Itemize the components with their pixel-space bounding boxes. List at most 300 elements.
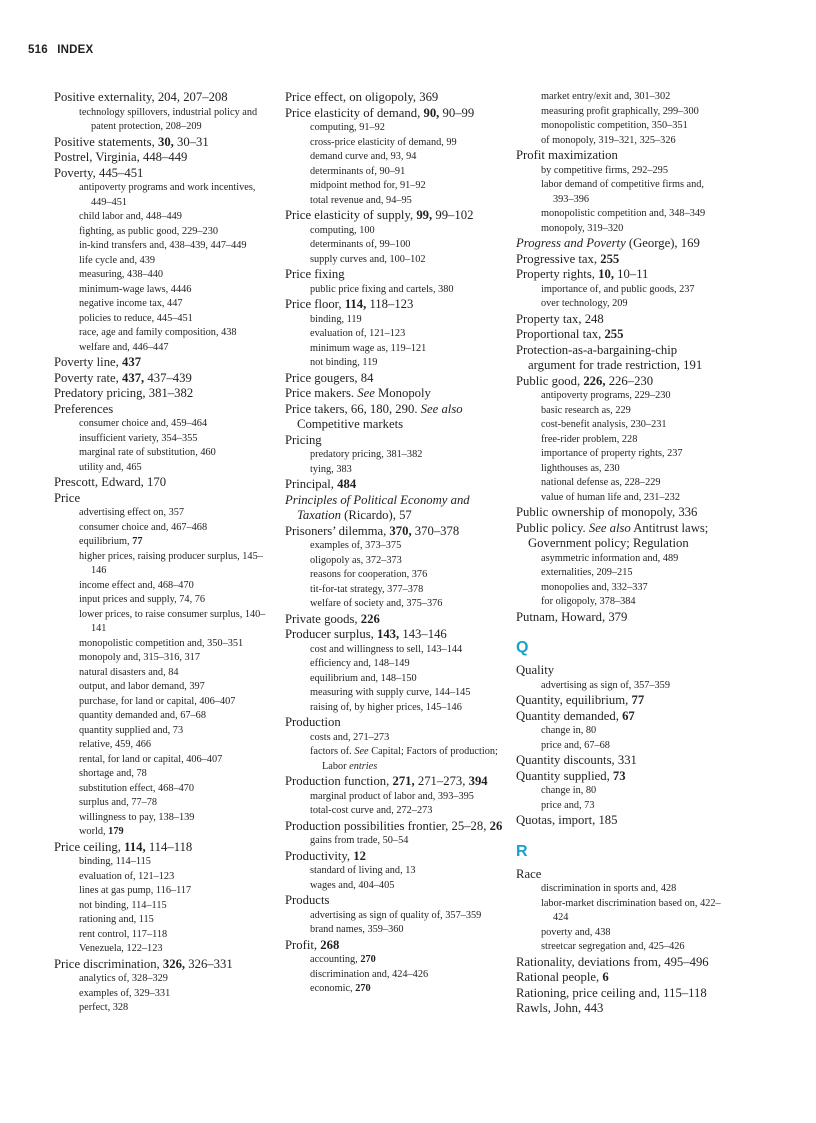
entry-text: Proportional tax,: [516, 327, 605, 341]
index-entry: [516, 521, 726, 552]
index-entry: [516, 709, 726, 725]
entry-text: factors of.: [310, 746, 355, 757]
entry-text: computing, 91–92: [310, 122, 385, 133]
index-subentry: [285, 804, 507, 819]
index-entry: [516, 986, 726, 1002]
index-subentry: [516, 164, 726, 179]
entry-text: antipoverty programs, 229–230: [541, 390, 671, 401]
index-subentry: [285, 342, 507, 357]
entry-text: Public good,: [516, 373, 584, 388]
entry-text: marginal product of labor and, 393–395: [310, 790, 474, 802]
index-subentry: [54, 506, 266, 521]
index-subentry: [54, 312, 266, 327]
index-entry: [285, 433, 507, 449]
entry-text: over technology, 209: [541, 298, 628, 309]
entry-text: change in, 80: [541, 785, 597, 796]
index-entry: [516, 955, 726, 971]
index-entry: [516, 769, 726, 785]
entry-text: 484: [337, 477, 357, 491]
entry-text: 10,: [598, 267, 614, 281]
entry-text: analytics of, 328–329: [79, 973, 168, 984]
entry-text: not binding, 114–115: [79, 899, 167, 911]
entry-text: Antitrust laws; Government policy; Regulation: [528, 520, 709, 550]
entry-text: 270: [355, 983, 371, 994]
entry-text: Capital; Factors of production; Labor: [322, 746, 498, 772]
entry-text: Pricing: [285, 432, 322, 447]
entry-text: not binding, 119: [310, 357, 378, 368]
index-subentry: [54, 709, 266, 724]
index-subentry: [285, 701, 507, 716]
entry-text: tying, 383: [310, 463, 352, 475]
entry-text: asymmetric information and, 489: [541, 552, 679, 564]
index-subentry: [285, 672, 507, 687]
entry-text: 437–439: [144, 370, 192, 385]
entry-text: Prisoners’ dilemma,: [285, 523, 390, 538]
entry-text: policies to reduce, 445–451: [79, 312, 193, 324]
entry-text: Preferences: [54, 401, 114, 416]
entry-text: basic research as, 229: [541, 404, 631, 416]
index-entry: [285, 893, 507, 909]
entry-text: Q: [516, 639, 529, 656]
section-letter: [516, 842, 726, 862]
entry-text: 226–230: [605, 373, 654, 388]
index-subentry: [285, 327, 507, 342]
entry-text: lines at gas pump, 116–117: [79, 885, 192, 896]
section-title: INDEX: [57, 44, 94, 56]
entry-text: 268: [320, 937, 340, 952]
index-entry: [285, 208, 507, 224]
index-subentry: [54, 884, 266, 899]
entry-text: 271,: [392, 774, 415, 788]
index-subentry: [285, 121, 507, 136]
index-subentry: [516, 447, 726, 462]
entry-text: price and, 73: [541, 799, 595, 811]
index-subentry: [54, 254, 266, 269]
entry-text: antipoverty programs and work incentives, 449–451: [79, 182, 256, 208]
index-entry: [285, 819, 507, 835]
entry-text: Price gougers, 84: [285, 370, 374, 385]
entry-text: cross-price elasticity of demand, 99: [310, 136, 457, 148]
index-subentry: [285, 657, 507, 672]
entry-text: Venezuela, 122–123: [79, 943, 163, 954]
running-head: [28, 44, 93, 56]
index-entry: [285, 477, 507, 493]
entry-text: measuring, 438–440: [79, 269, 164, 280]
entry-text: public price fixing and cartels, 380: [310, 283, 454, 295]
index-subentry: [285, 253, 507, 268]
entry-text: negative income tax, 447: [79, 298, 183, 309]
entry-text: 114,: [124, 839, 146, 854]
index-subentry: [54, 870, 266, 885]
index-subentry: [285, 923, 507, 938]
index-entry: [54, 166, 266, 182]
entry-text: 26: [489, 818, 503, 833]
entry-text: See: [354, 746, 369, 757]
index-subentry: [54, 239, 266, 254]
index-entry: [54, 150, 266, 166]
index-subentry: [285, 643, 507, 658]
index-subentry: [54, 928, 266, 943]
entry-text: Positive externality, 204, 207–208: [54, 90, 228, 104]
index-subentry: [285, 790, 507, 805]
index-subentry: [516, 897, 726, 926]
entry-text: Price ceiling,: [54, 839, 125, 854]
entry-text: Rational people,: [516, 970, 603, 984]
entry-text: Profit,: [285, 937, 321, 952]
entry-text: monopoly and, 315–316, 317: [79, 652, 200, 663]
entry-text: Price makers.: [285, 386, 358, 400]
entry-text: purchase, for land or capital, 406–407: [79, 695, 236, 707]
index-subentry: [516, 799, 726, 814]
entry-text: advertising as sign of quality of, 357–359: [310, 909, 482, 921]
entry-text: Rawls, John, 443: [516, 1001, 604, 1015]
entry-text: shortage and, 78: [79, 768, 147, 779]
index-entry: [54, 475, 266, 491]
entry-text: importance of property rights, 237: [541, 448, 683, 459]
entry-text: 90,: [423, 105, 440, 120]
index-entry: [516, 267, 726, 283]
entry-text: Price fixing: [285, 267, 345, 281]
entry-text: rationing and, 115: [79, 914, 154, 925]
entry-text: of monopoly, 319–321, 325–326: [541, 134, 676, 146]
entry-text: insufficient variety, 354–355: [79, 432, 198, 444]
index-subentry: [516, 462, 726, 477]
entry-text: externalities, 209–215: [541, 567, 633, 578]
entry-text: race, age and family composition, 438: [79, 327, 237, 338]
entry-text: Quantity supplied,: [516, 768, 613, 783]
index-subentry: [285, 864, 507, 879]
index-subentry: [54, 825, 266, 840]
entry-text: fighting, as public good, 229–230: [79, 225, 218, 237]
entry-text: 271–273,: [414, 774, 469, 788]
entry-text: importance of, and public goods, 237: [541, 283, 695, 295]
entry-text: Postrel, Virginia, 448–449: [54, 150, 188, 164]
index-entry: [285, 938, 507, 954]
index-subentry: [285, 597, 507, 612]
entry-text: demand curve and, 93, 94: [310, 151, 417, 162]
entry-text: in-kind transfers and, 438–439, 447–449: [79, 240, 247, 251]
entry-text: 30–31: [173, 134, 209, 149]
index-subentry: [285, 224, 507, 239]
index-subentry: [54, 593, 266, 608]
index-subentry: [54, 181, 266, 210]
entry-text: See also: [588, 520, 631, 535]
entry-text: midpoint method for, 91–92: [310, 180, 426, 191]
entry-text: 6: [602, 970, 609, 984]
entry-text: 179: [108, 826, 124, 837]
entry-text: binding, 114–115: [79, 856, 151, 867]
entry-text: higher prices, raising producer surplus, 145–146: [79, 550, 263, 576]
index-subentry: [285, 179, 507, 194]
index-subentry: [54, 297, 266, 312]
entry-text: welfare and, 446–447: [79, 341, 169, 353]
entry-text: child labor and, 448–449: [79, 211, 182, 222]
entry-text: Public policy.: [516, 520, 589, 535]
entry-text: Positive statements,: [54, 134, 158, 149]
entry-text: 73: [612, 768, 626, 783]
index-subentry: [516, 297, 726, 312]
index-subentry: [516, 552, 726, 567]
index-subentry: [516, 418, 726, 433]
index-subentry: [54, 651, 266, 666]
index-entry: [285, 90, 507, 106]
entry-text: Public ownership of monopoly, 336: [516, 505, 698, 519]
index-entry: [516, 867, 726, 883]
entry-text: free-rider problem, 228: [541, 433, 638, 445]
index-entry: [54, 957, 266, 973]
entry-text: Production: [285, 715, 341, 729]
index-subentry: [516, 491, 726, 506]
index-subentry: [54, 417, 266, 432]
entry-text: 99–102: [432, 208, 474, 222]
index-subentry: [285, 136, 507, 151]
entry-text: Production possibilities frontier, 25–28,: [285, 818, 490, 833]
index-subentry: [516, 882, 726, 897]
entry-text: Principal,: [285, 477, 338, 491]
entry-text: Poverty line,: [54, 355, 123, 369]
entry-text: monopolistic competition and, 350–351: [79, 637, 244, 649]
index-subentry: [285, 968, 507, 983]
entry-text: welfare of society and, 375–376: [310, 598, 443, 609]
entry-text: standard of living and, 13: [310, 865, 416, 876]
entry-text: accounting,: [310, 954, 361, 965]
index-subentry: [516, 222, 726, 237]
index-subentry: [516, 389, 726, 404]
entry-text: equilibrium and, 148–150: [310, 672, 417, 684]
entry-text: willingness to pay, 138–139: [79, 811, 195, 823]
entry-text: Property rights,: [516, 267, 599, 281]
entry-text: Protection-as-a-bargaining-chip argument for trade restriction, 191: [516, 342, 703, 372]
index-entry: [285, 402, 507, 433]
entry-text: value of human life and, 231–232: [541, 491, 680, 503]
index-column-1: [54, 90, 266, 1016]
entry-text: Production function,: [285, 774, 393, 788]
entry-text: (George), 169: [625, 236, 700, 250]
index-subentry: [516, 404, 726, 419]
index-subentry: [285, 448, 507, 463]
entry-text: 10–11: [613, 267, 649, 281]
index-subentry: [54, 268, 266, 283]
entry-text: 12: [353, 848, 366, 863]
index-subentry: [54, 666, 266, 681]
index-subentry: [516, 283, 726, 298]
index-subentry: [54, 796, 266, 811]
index-entry: [285, 849, 507, 865]
entry-text: Quality: [516, 663, 555, 677]
entry-text: minimum wage as, 119–121: [310, 342, 427, 354]
index-subentry: [285, 150, 507, 165]
entry-text: Profit maximization: [516, 148, 618, 162]
index-subentry: [285, 568, 507, 583]
entry-text: Productivity,: [285, 848, 354, 863]
index-subentry: [516, 595, 726, 610]
index-entry: [516, 1001, 726, 1017]
entry-text: Quotas, import, 185: [516, 813, 618, 827]
index-entry: [285, 106, 507, 122]
index-entry: [285, 371, 507, 387]
index-subentry: [54, 972, 266, 987]
index-subentry: [285, 238, 507, 253]
entry-text: 326,: [162, 956, 186, 971]
entry-text: 77: [132, 536, 143, 547]
entry-text: measuring with supply curve, 144–145: [310, 687, 471, 698]
index-entry: [285, 524, 507, 540]
index-subentry: [516, 90, 726, 105]
entry-text: Race: [516, 866, 542, 881]
index-subentry: [285, 165, 507, 180]
entry-text: R: [516, 842, 528, 860]
index-subentry: [54, 913, 266, 928]
index-entry: [54, 90, 266, 106]
index-entry: [54, 135, 266, 151]
index-subentry: [54, 899, 266, 914]
index-entry: [54, 402, 266, 418]
index-entry: [516, 970, 726, 986]
entry-text: Price: [54, 490, 81, 505]
index-subentry: [54, 767, 266, 782]
index-subentry: [285, 731, 507, 746]
index-entry: [516, 663, 726, 679]
entry-text: Putnam, Howard, 379: [516, 609, 628, 624]
entry-text: quantity demanded and, 67–68: [79, 710, 206, 721]
page-number: 516: [28, 44, 48, 56]
index-entry: [285, 267, 507, 283]
entry-text: equilibrium,: [79, 536, 133, 547]
index-subentry: [516, 119, 726, 134]
entry-text: Prescott, Edward, 170: [54, 475, 167, 489]
entry-text: 99,: [416, 208, 433, 222]
index-subentry: [54, 724, 266, 739]
index-entry: [516, 236, 726, 252]
section-letter: [516, 638, 726, 658]
entry-text: labor-market discrimination based on, 422–424: [541, 897, 721, 923]
entry-text: determinants of, 90–91: [310, 165, 406, 177]
entry-text: measuring profit graphically, 299–300: [541, 105, 699, 117]
entry-text: Quantity, equilibrium,: [516, 693, 632, 707]
entry-text: wages and, 404–405: [310, 879, 395, 891]
entry-text: 30,: [157, 134, 174, 149]
index-subentry: [285, 583, 507, 598]
index-subentry: [285, 745, 507, 774]
index-subentry: [54, 341, 266, 356]
index-entry: [54, 386, 266, 402]
entry-text: examples of, 373–375: [310, 540, 402, 551]
index-entry: [285, 612, 507, 628]
index-subentry: [54, 855, 266, 870]
entry-text: change in, 80: [541, 725, 597, 736]
index-entry: [54, 355, 266, 371]
index-subentry: [285, 953, 507, 968]
index-column-3: [516, 90, 726, 1017]
entry-text: marginal rate of substitution, 460: [79, 447, 216, 458]
entry-text: rent control, 117–118: [79, 928, 168, 940]
index-subentry: [54, 608, 266, 637]
entry-text: reasons for cooperation, 376: [310, 569, 428, 580]
index-subentry: [285, 686, 507, 701]
entry-text: Price takers, 66, 180, 290.: [285, 401, 421, 416]
entry-text: Private goods,: [285, 611, 361, 626]
entry-text: consumer choice and, 459–464: [79, 418, 208, 429]
index-subentry: [54, 579, 266, 594]
index-entry: [516, 312, 726, 328]
index-entry: [516, 374, 726, 390]
index-entry: [285, 774, 507, 790]
index-entry: [516, 610, 726, 626]
index-subentry: [285, 283, 507, 298]
index-entry: [516, 813, 726, 829]
entry-text: 118–123: [366, 297, 414, 311]
entry-text: costs and, 271–273: [310, 731, 390, 743]
index-subentry: [54, 326, 266, 341]
entry-text: 255: [604, 327, 624, 341]
entry-text: See: [357, 386, 375, 400]
index-subentry: [516, 207, 726, 222]
index-subentry: [54, 987, 266, 1002]
index-entry: [285, 715, 507, 731]
entry-text: income effect and, 468–470: [79, 579, 194, 591]
index-entry: [285, 386, 507, 402]
entry-text: price and, 67–68: [541, 739, 610, 751]
entry-text: Property tax, 248: [516, 311, 604, 326]
entry-text: evaluation of, 121–123: [310, 328, 406, 339]
index-subentry: [516, 105, 726, 120]
index-subentry: [516, 739, 726, 754]
entry-text: computing, 100: [310, 224, 375, 236]
entry-text: Progress and Poverty: [516, 236, 626, 250]
entry-text: quantity supplied and, 73: [79, 724, 184, 736]
entry-text: Progressive tax,: [516, 251, 601, 266]
entry-text: perfect, 328: [79, 1002, 129, 1013]
entry-text: lower prices, to raise consumer surplus, 140–141: [79, 608, 266, 634]
entry-text: 67: [622, 708, 635, 723]
index-subentry: [285, 909, 507, 924]
entry-text: surplus and, 77–78: [79, 797, 158, 808]
entry-text: technology spillovers, industrial policy and patent protection, 208–209: [79, 106, 258, 132]
entry-text: for oligopoly, 378–384: [541, 596, 636, 607]
entry-text: 370–378: [411, 523, 460, 538]
entry-text: relative, 459, 466: [79, 739, 152, 750]
index-subentry: [54, 680, 266, 695]
entry-text: natural disasters and, 84: [79, 666, 179, 678]
entry-text: input prices and supply, 74, 76: [79, 594, 206, 605]
entry-text: utility and, 465: [79, 461, 142, 473]
entry-text: Price discrimination,: [54, 956, 163, 971]
entry-text: monopolies and, 332–337: [541, 581, 648, 593]
index-subentry: [54, 446, 266, 461]
index-entry: [285, 493, 507, 524]
index-subentry: [54, 550, 266, 579]
index-entry: [516, 327, 726, 343]
entry-text: Poverty rate,: [54, 370, 122, 385]
entry-text: Products: [285, 893, 330, 907]
entry-text: 114–118: [145, 839, 193, 854]
index-entry: [54, 371, 266, 387]
index-subentry: [54, 811, 266, 826]
entry-text: Rationing, price ceiling and, 115–118: [516, 985, 707, 1000]
index-subentry: [54, 637, 266, 652]
entry-text: brand names, 359–360: [310, 924, 404, 935]
entry-text: predatory pricing, 381–382: [310, 449, 423, 460]
index-subentry: [516, 476, 726, 491]
entry-text: Price elasticity of demand,: [285, 105, 424, 120]
index-subentry: [54, 461, 266, 476]
index-subentry: [285, 982, 507, 997]
index-subentry: [285, 194, 507, 209]
entry-text: monopolistic competition, 350–351: [541, 120, 688, 131]
index-entry: [516, 252, 726, 268]
entry-text: advertising effect on, 357: [79, 507, 185, 518]
index-entry: [516, 148, 726, 164]
